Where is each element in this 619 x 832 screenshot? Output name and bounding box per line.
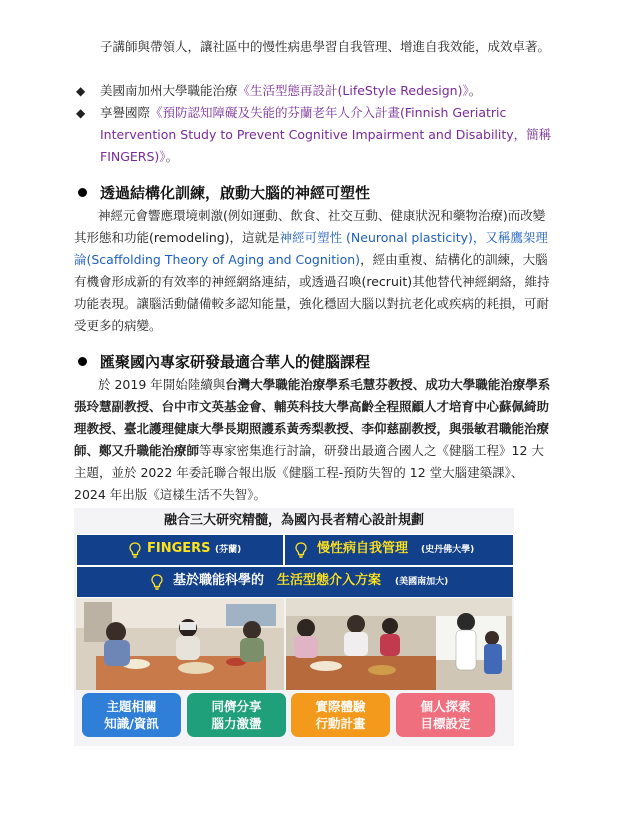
section1-text-a: 神經元會響應環境刺激(例如運動、飲食、社交互動、健康狀況和藥物治療)而改變其形態和功能(remodeling)，這就是 [74, 208, 546, 245]
fingers-label: FINGERS [147, 541, 211, 556]
bullet-fingers [100, 102, 552, 168]
section2-heading: 匯聚國內專家研發最適合華人的健腦課程 [100, 353, 371, 371]
section1-heading: 透過結構化訓練，啟動大腦的神經可塑性 [100, 184, 371, 202]
goal-setting-box [396, 693, 495, 737]
box-line-2: 目標設定 [420, 716, 471, 731]
figure-title: 融合三大研究精髓，為國內長者精心設計規劃 [163, 513, 424, 528]
lightbulb-icon [151, 574, 163, 590]
bullet-usc-tail: 。 [468, 83, 482, 98]
class-photo-2 [286, 598, 512, 690]
diamond-bullet-icon: ◆ [76, 84, 86, 98]
lifestyle-label: 生活型態介入方案 [277, 573, 382, 588]
bullet-fingers-highlight: 《預防認知障礙及失能的芬蘭老年人介入計畫(Finnish Geriatric Intervention Study to Prevent Cognitive Impairment and Disability，簡稱 FINGERS)》 [100, 105, 552, 164]
topic-knowledge-box [82, 693, 181, 737]
lightbulb-icon [129, 542, 141, 558]
section2-paragraph [74, 374, 552, 506]
lifestyle-prefix: 基於職能科學的 [173, 573, 265, 588]
action-plan-box [291, 693, 390, 737]
section-bullet-icon [78, 357, 87, 366]
intro-continuation: 子講師與帶領人，讓社區中的慢性病患學習自我管理、增進自我效能，成效卓著。 [100, 39, 551, 54]
box-line-1: 個人探索 [420, 699, 471, 714]
fingers-origin: (芬蘭) [215, 545, 242, 555]
bullet-fingers-tail: 。 [165, 149, 179, 164]
lifestyle-origin: (美國南加大) [395, 577, 449, 587]
section-bullet-icon [78, 188, 87, 197]
class-photo-1 [76, 598, 284, 690]
box-line-2: 腦力激盪 [211, 716, 262, 731]
bullet-usc-text: 美國南加州大學職能治療 [100, 83, 238, 98]
section2-text-a: 於 2019 年開始陸續與 [98, 377, 226, 392]
diamond-bullet-icon: ◆ [76, 106, 86, 120]
box-line-2: 知識/資訊 [104, 716, 159, 731]
scaffolding-theory-term: ，又稱鷹架理論(Scaffolding Theory of Aging and Cognition) [74, 230, 548, 267]
section1-text-b: ，經由重複、結構化的訓練，大腦有機會形成新的有效率的神經網絡連結，或透過召喚(recruit)其他替代神經網絡，維持功能表現。讓腦活動儲備較多認知能量，強化穩固大腦以對抗老化或疾病的耗損，可耐受更多的病變。 [74, 252, 550, 333]
lifestyle-banner [76, 566, 514, 598]
expert-list: 台灣大學職能治療學系毛慧芬教授、成功大學職能治療學系張玲慧副教授、台中市文英基金會、輔英科技大學高齡全程照顧人才培育中心蘇佩綺助理教授、臺北護理健康大學長期照護系黃秀梨教授、李仰慈副教授，與張敏君職能治療師、鄭又升職能治療師 [74, 377, 551, 458]
chronic-disease-label: 慢性病自我管理 [317, 541, 409, 556]
fingers-banner [76, 534, 284, 566]
bullet-usc-highlight: 《生活型態再設計(LifeStyle Redesign)》 [237, 83, 469, 98]
box-line-2: 行動計畫 [315, 716, 366, 731]
chronic-disease-banner [284, 534, 514, 566]
bullet-fingers-text: 享譽國際 [100, 105, 151, 120]
box-line-1: 主題相關 [106, 699, 157, 714]
peer-sharing-box [187, 693, 286, 737]
neuronal-plasticity-term: 神經可塑性 (Neuronal plasticity) [279, 230, 473, 245]
bullet-usc [100, 80, 552, 102]
chronic-disease-origin: (史丹佛大學) [421, 545, 475, 555]
box-line-1: 實際體驗 [315, 699, 366, 714]
section1-paragraph [74, 205, 552, 337]
lightbulb-icon [295, 542, 307, 558]
section2-text-b: 等專家密集進行討論，研發出最適合國人之《健腦工程》12 大主題，並於 2022 年委託聯合報出版《健腦工程-預防失智的 12 堂大腦建築課》、2024 年出版《這樣生活不失智》。 [74, 443, 544, 502]
box-line-1: 同儕分享 [211, 699, 262, 714]
